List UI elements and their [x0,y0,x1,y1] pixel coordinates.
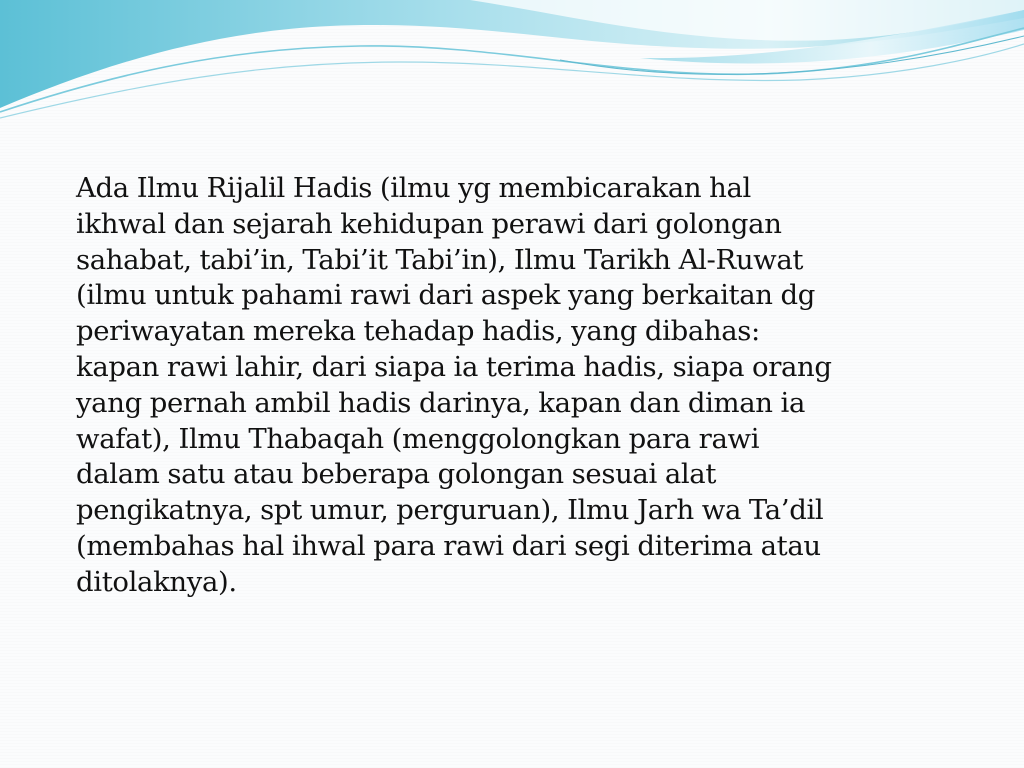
slide-body-text: Ada Ilmu Rijalil Hadis (ilmu yg membicarakan hal ikhwal dan sejarah kehidupan perawi dari golongan sahabat, tabi’in, Tabi’it Tabi’in), Ilmu Tarikh Al-Ruwat (ilmu untuk pahami rawi dari aspek yang berkaitan dg periwayatan mereka tehadap hadis, yang dibahas: kapan rawi lahir, dari siapa ia terima hadis, siapa orang yang pernah ambil hadis darinya, kapan dan diman ia wafat), Ilmu Thabaqah (menggolongkan para rawi dalam satu atau beberapa golongan sesuai alat pengikatnya, spt umur, perguruan), Ilmu Jarh wa Ta’dil (membahas hal ihwal para rawi dari segi diterima atau ditolaknya). [76,172,832,598]
header-wave-decoration [0,0,1024,130]
